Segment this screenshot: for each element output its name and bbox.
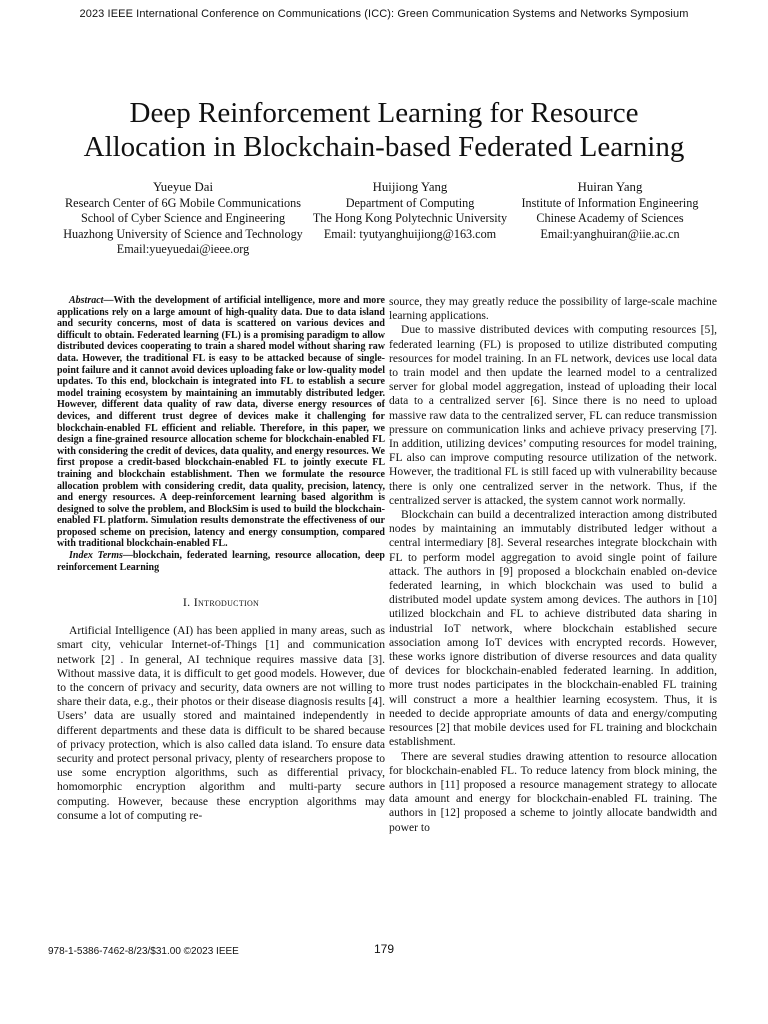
- page-number: 179: [373, 942, 395, 956]
- author-3: [510, 180, 710, 242]
- body-paragraph: Due to massive distributed devices with computing resources [5], federated learning (FL) is proposed to utilize distributed computing resources for model training. In an FL network, devices use local data to train model and then update the learned model to a centralized server for global model aggregation, instead of uploading their local data to a centralized server [6]. Since there is no need to upload massive raw data to the centralized server, FL can reduce transmission pressure on communication links and achieve privacy preserving [7]. In addition, utilizing devices’ computing resources for model training, FL also can improve computing resource utilization of the network. However, the traditional FL is still faced up with vulnerability because there is only one centralized server in the network. Thus, if the centralized server is attacked, the system cannot work normally.: [389, 323, 717, 507]
- abstract-label: Abstract: [69, 295, 104, 306]
- body-paragraph: There are several studies drawing attention to resource allocation for blockchain-enabled FL. To reduce latency from block mining, the authors in [11] proposed a resource management strategy to allocate data amount and energy for blockchain-enabled FL training. The authors in [12] proposed a scheme to jointly allocate bandwidth and power to: [389, 749, 717, 834]
- author-1: [58, 180, 308, 258]
- author-affiliation: School of Cyber Science and Engineering: [80, 211, 286, 226]
- author-email: Email: tyutyanghuijiong@163.com: [323, 226, 497, 241]
- author-email: Email:yueyuedai@ieee.org: [116, 242, 250, 257]
- body-paragraph: Blockchain can build a decentralized interaction among distributed nodes by maintaining an immutably distributed ledger without a central intermediary [8]. Several researches integrate blockchain with FL to perform model aggregation to avoid single point of failure attack. The authors in [9] proposed a blockchain enabled on-device federated learning, in which blockchain was used to bulid a distributed model update system among devices. The authors in [10] utilized blockchain and FL to achieve distributed data sharing in industrial IoT network, where blockchain established secure association among IoT devices with encrypted records. However, these works ignore distribution of diverse resources and data quality of devices for blockchain-enabled federated learning. In addition, more trust nodes participates in the blockchain-enabled FL training will construct a more a healthier learning ecosystem. Thus, it is needed to decide appropriate amounts of data and energy/computing resources [2] that mobile devices used for FL training and blockchain establishment.: [389, 508, 717, 749]
- author-2: [306, 180, 514, 242]
- author-name: Huiran Yang: [577, 180, 643, 194]
- index-terms-text: —blockchain, federated learning, resource allocation, deep reinforcement Learning: [57, 550, 385, 573]
- body-paragraph: source, they may greatly reduce the possibility of large-scale machine learning applications.: [389, 295, 717, 323]
- author-name: Yueyue Dai: [152, 180, 214, 194]
- index-terms-label: Index Terms: [69, 550, 123, 562]
- author-affiliation: Chinese Academy of Sciences: [536, 211, 684, 226]
- abstract-text: —With the development of artificial intelligence, more and more applications rely on a large amount of high-quality data. Due to data island and security concerns, most of data is scattered on various devices and difficult to obtain. Federated learning (FL) is a promising paradigm to allow distributed devices cooperating to train a shared model without sharing raw data. However, the traditional FL is easy to be attacked because of single-point failure and it cannot avoid devices uploading fake or low-quality model updates. To this end, blockchain is integrated into FL to establish a secure model training ecosystem by maintaining an immutably distributed ledger. However, different data quality of raw data, diverse energy resources of devices, and different trust degree of devices make it challenging for blockchain-enabled FL efficient and reliable. Therefore, in this paper, we design a fine-grained resource allocation scheme for blockchain-enabled FL with considering the credit of devices, data quality, and energy resources. We first propose a credit-based blockchain-enabled FL to jointly execute FL training and blockchain establishment. Then we formulate the resource allocation problem with considering credit, data quality, precision, latency, and energy resources. A deep-reinforcement learning based algorithm is designed to solve the problem, and BlockSim is used to build the blockchain-enabled FL platform. Simulation results demonstrate the effectiveness of our proposed scheme on precision, latency and energy consumption, compared with traditional blockchain-enabled FL.: [57, 295, 385, 550]
- author-email: Email:yanghuiran@iie.ac.cn: [540, 226, 680, 241]
- title-line-1: Deep Reinforcement Learning for Resource: [129, 97, 639, 129]
- body-paragraph: Artificial Intelligence (AI) has been applied in many areas, such as smart city, vehicular Internet-of-Things [1] and communication network [2] . In general, AI technique requires massive data [3]. Without massive data, it is difficult to get good models. However, due to the concern of privacy and security, data owners are not willing to share their data, e.g., their photos or their disease diagnosis results [4]. Users’ data are usually stored and maintained independently in different departments and these data is difficult to be shared because of privacy protection, which is also called data island. To ensure data security and protect personal privacy, plenty of researchers propose to use some encryption algorithms, such as differential privacy, homomorphic encryption algorithm and multi-party secure computing. However, because these encryption algorithms may consume a lot of computing re-: [57, 624, 385, 822]
- author-affiliation: Research Center of 6G Mobile Communications: [65, 195, 301, 210]
- section-heading-introduction: I. Introduction: [182, 595, 260, 610]
- left-column: [57, 295, 385, 823]
- right-column: [389, 295, 717, 835]
- conference-header: 2023 IEEE International Conference on Communications (ICC): Green Communication Systems and Networks Symposium: [79, 8, 689, 20]
- index-terms: [57, 550, 385, 573]
- author-name: Huijiong Yang: [372, 180, 448, 194]
- footer-isbn: 978-1-5386-7462-8/23/$31.00 ©2023 IEEE: [48, 946, 239, 957]
- abstract: [57, 295, 385, 550]
- paper-title: [40, 96, 728, 164]
- author-affiliation: Department of Computing: [345, 195, 475, 210]
- author-affiliation: The Hong Kong Polytechnic University: [312, 211, 508, 226]
- author-affiliation: Institute of Information Engineering: [521, 195, 699, 210]
- title-line-2: Allocation in Blockchain-based Federated Learning: [83, 131, 685, 163]
- author-affiliation: Huazhong University of Science and Technology: [63, 226, 303, 241]
